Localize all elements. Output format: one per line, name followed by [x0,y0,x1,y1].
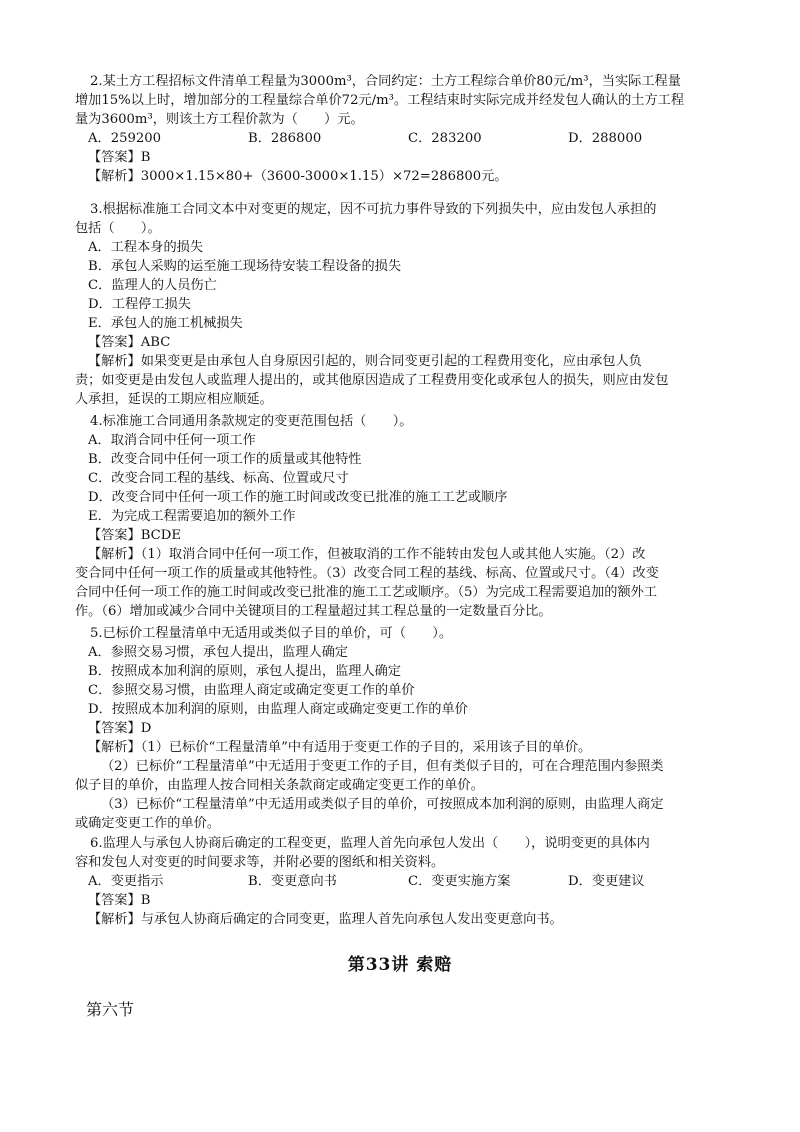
q5-analysis-line-5: 或确定变更工作的单价。 [75,816,221,831]
q6-answer: 【答案】B [88,893,151,908]
q2-answer: 【答案】B [88,150,151,165]
q5-stem: 5.已标价工程量清单中无适用或类似子目的单价，可（ ）。 [90,626,453,641]
q5-analysis-line-3: 似子目的单价，由监理人按合同相关条款商定或确定变更工作的单价。 [75,778,484,793]
question-3 [75,200,738,409]
q6-options [88,872,738,891]
question-4 [75,412,738,621]
q6-stem-line-2: 容和发包人对变更的时间要求等，并附必要的图纸和相关资料。 [75,855,445,870]
question-5 [75,624,738,833]
q4-analysis-line-3: 合同中任何一项工作的施工时间或改变已批准的施工工艺或顺序。（5）为完成工程需要追加的额外工 [75,585,658,600]
q3-option-d: D．工程停工损失 [88,297,191,312]
q5-option-d: D．按照成本加利润的原则，由监理人商定或确定变更工作的单价 [88,702,468,717]
q3-stem-line-2: 包括（ ）。 [75,221,161,236]
q5-option-c: C．参照交易习惯，由监理人商定或确定变更工作的单价 [88,683,415,698]
q3-analysis-line-2: 责；如变更是由发包人或监理人提出的，或其他原因造成了工程费用变化或承包人的损失，则应由发包 [75,373,669,388]
q4-analysis-line-2: 变合同中任何一项工作的质量或其他特性。（3）改变合同工程的基线、标高、位置或尺寸。（4）改变 [75,566,659,581]
q2-option-d: D．288000 [568,131,643,146]
q2-analysis: 【解析】3000×1.15×80+（3600-3000×1.15）×72=286800元。 [88,169,508,184]
q2-options [88,129,738,148]
q4-analysis-line-1: 【解析】（1）取消合同中任何一项工作，但被取消的工作不能转由发包人或其他人实施。（2）改 [88,547,646,562]
q6-option-a: A．变更指示 [88,874,164,889]
q4-stem: 4.标准施工合同通用条款规定的变更范围包括（ ）。 [90,414,413,429]
q4-option-d: D．改变合同中任何一项工作的施工时间或改变已批准的施工工艺或顺序 [88,490,508,505]
q3-option-b: B．承包人采购的运至施工现场待安装工程设备的损失 [88,259,402,274]
q3-stem-line-1: 3.根据标准施工合同文本中对变更的规定，因不可抗力事件导致的下列损失中，应由发包人承担的 [90,202,657,217]
q5-analysis-line-4: （3）已标价“工程量清单”中无适用或类似子目的单价，可按照成本加利润的原则，由监理人商定 [101,797,664,812]
q2-stem-line-1: 2.某土方工程招标文件清单工程量为3000m³，合同约定：土方工程综合单价80元/m³，当实际工程量 [90,74,681,89]
q6-option-d: D．变更建议 [568,874,645,889]
q5-option-a: A．参照交易习惯，承包人提出，监理人确定 [88,645,349,660]
section-title: 第33讲 索赔 [347,955,453,975]
sub-title: 第六节 [86,1000,135,1019]
q3-option-a: A．工程本身的损失 [88,240,204,255]
q2-stem-line-3: 量为3600m³，则该土方工程价款为（ ）元。 [75,112,364,127]
q6-option-b: B．变更意向书 [248,874,337,889]
q6-stem-line-1: 6.监理人与承包人协商后确定的工程变更，监理人首先向承包人发出（ ），说明变更的具体内 [90,836,650,851]
q5-option-b: B．按照成本加利润的原则，承包人提出，监理人确定 [88,664,402,679]
q2-option-b: B．286800 [248,131,322,146]
question-2 [75,72,738,186]
q5-analysis-line-1: 【解析】（1）已标价“工程量清单”中有适用于变更工作的子目的，采用该子目的单价。 [88,740,592,755]
q3-analysis-line-3: 人承担，延误的工期应相应顺延。 [75,392,273,407]
q3-option-c: C．监理人的人员伤亡 [88,278,217,293]
q3-analysis-line-1: 【解析】如果变更是由承包人自身原因引起的，则合同变更引起的工程费用变化，应由承包人负 [88,354,642,369]
q6-analysis: 【解析】与承包人协商后确定的合同变更，监理人首先向承包人发出变更意向书。 [88,912,563,927]
q5-answer: 【答案】D [88,721,152,736]
q3-answer: 【答案】ABC [88,335,171,350]
q2-stem-line-2: 增加15%以上时，增加部分的工程量综合单价72元/m³。工程结束时实际完成并经发包人确认的土方工程 [75,93,685,108]
q5-analysis-line-2: （2）已标价“工程量清单”中无适用于变更工作的子目，但有类似子目的，可在合理范围内参照类 [101,759,664,774]
q6-option-c: C．变更实施方案 [408,874,511,889]
q3-option-e: E．承包人的施工机械损失 [88,316,243,331]
q2-option-c: C．283200 [408,131,482,146]
q4-option-b: B．改变合同中任何一项工作的质量或其他特性 [88,452,362,467]
q4-answer: 【答案】BCDE [88,528,181,543]
q4-option-a: A．取消合同中任何一项工作 [88,433,256,448]
question-6 [75,834,738,929]
q4-option-e: E．为完成工程需要追加的额外工作 [88,509,296,524]
q4-analysis-line-4: 作。（6）增加或减少合同中关键项目的工程量超过其工程总量的一定数量百分比。 [75,604,552,619]
q2-option-a: A．259200 [88,131,162,146]
q4-option-c: C．改变合同工程的基线、标高、位置或尺寸 [88,471,349,486]
